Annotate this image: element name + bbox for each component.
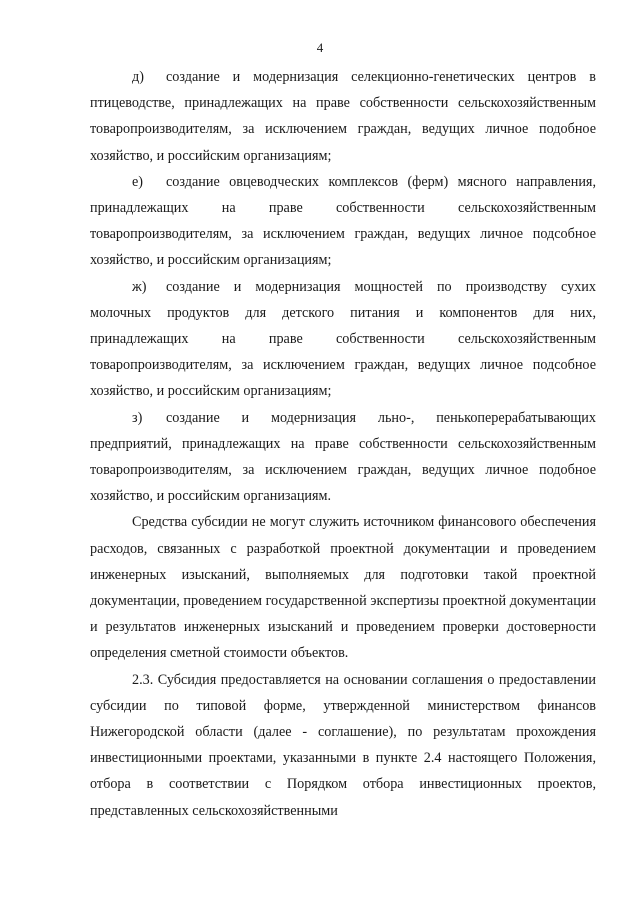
paragraph-item-zh — [90, 274, 596, 405]
paragraph-text: Средства субсидии не могут служить источником финансового обеспечения расходов, связанных с разработкой проектной документации и проведением инженерных изысканий, выполняемых для подготовки такой проектной документации, проведением государственной экспертизы проектной документации и результатов инженерных изысканий и проведением проверки достоверности определения сметной стоимости объектов. — [90, 514, 596, 662]
paragraph-subsidy-funds — [90, 509, 596, 666]
paragraph-text: создание и модернизация льно-, пенькоперерабатывающих предприятий, принадлежащих на праве собственности сельскохозяйственным товаропроизводителям, за исключением граждан, ведущих личное подобное хозяйство, и российским организациям. — [90, 409, 596, 505]
paragraph-section-2-3 — [90, 667, 596, 824]
document-body — [90, 64, 596, 824]
paragraph-text: создание овцеводческих комплексов (ферм) мясного направления, принадлежащих на праве собственности сельскохозяйственным товаропроизводителям, за исключением граждан, ведущих личное подсобное хозяйство, и российским организациям; — [90, 173, 596, 269]
paragraph-item-z — [90, 405, 596, 510]
item-marker: е) — [132, 173, 144, 190]
paragraph-text: 2.3. Субсидия предоставляется на основании соглашения о предоставлении субсидии по типовой форме, утвержденной министерством финансов Нижегородской области (далее - соглашение), по результатам прохождения инвестиционными проектами, указанными в пункте 2.4 настоящего Положения, отбора в соответствии с Порядком отбора инвестиционных проектов, представленных сельскохозяйственными — [90, 671, 596, 819]
paragraph-text: создание и модернизация селекционно-генетических центров в птицеводстве, принадлежащих на праве собственности сельскохозяйственным товаропроизводителям, за исключением граждан, ведущих личное подобное хозяйство, и российским организациям; — [90, 69, 596, 164]
item-marker: ж) — [132, 278, 147, 295]
item-marker: д) — [132, 69, 144, 85]
paragraph-item-d — [90, 64, 596, 169]
paragraph-item-e — [90, 169, 596, 274]
item-marker: з) — [132, 409, 143, 426]
page-number: 4 — [316, 40, 324, 55]
paragraph-text: создание и модернизация мощностей по производству сухих молочных продуктов для детского питания и компонентов для них, принадлежащих на праве собственности сельскохозяйственным товаропроизводителям, за исключением граждан, ведущих личное подсобное хозяйство, и российским организациям; — [90, 278, 596, 400]
